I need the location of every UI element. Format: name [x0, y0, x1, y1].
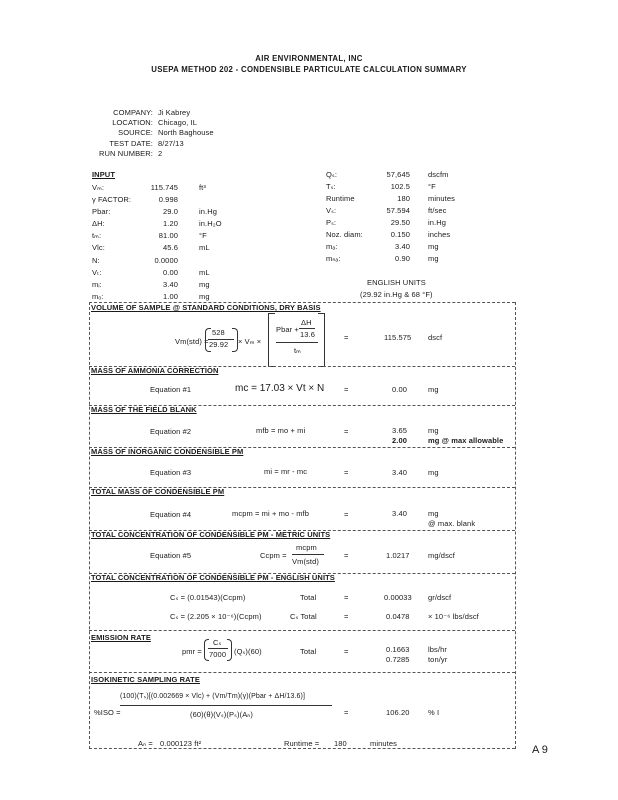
input-qs-unit: dscfm [428, 170, 449, 179]
volume-inner-pbar: Pbar + [276, 325, 299, 334]
total-mass-title: TOTAL MASS OF CONDENSIBLE PM [91, 487, 225, 496]
metric-title: TOTAL CONCENTRATION OF CONDENSIBLE PM - METRIC UNITS [91, 530, 331, 539]
input-ma-value: 3.40 [395, 242, 410, 251]
emission-num: Cₛ [213, 638, 222, 647]
ammonia-equals: = [344, 385, 349, 394]
company-value: Ji Kabrey [158, 108, 191, 117]
input-vs-label: Vₛ: [326, 206, 337, 215]
volume-title: VOLUME OF SAMPLE @ STANDARD CONDITIONS, DRY BASIS [91, 303, 321, 312]
emission-total: Total [300, 647, 317, 656]
ammonia-title: MASS OF AMMONIA CORRECTION [91, 366, 219, 375]
inorganic-equation-label: Equation #3 [150, 468, 192, 477]
volume-inner-tm: tₘ [294, 346, 301, 355]
blank-equals: = [344, 427, 349, 436]
bracket-left [268, 313, 275, 367]
fraction-bar [292, 554, 324, 555]
total-mass-formula: mcpm = mi + mo - mfb [232, 509, 310, 518]
english-row2-value: 0.0478 [386, 612, 410, 621]
english-row2-equals: = [344, 612, 349, 621]
isokinetic-value: 106.20 [386, 708, 410, 717]
input-ma-label: mₐ: [326, 242, 338, 251]
input-ts-value: 102.5 [390, 182, 410, 191]
isokinetic-equals: = [344, 708, 349, 717]
run-number-label: RUN NUMBER: [98, 149, 153, 158]
input-ps-unit: in.Hg [428, 218, 447, 227]
input-nozzle-label: Noz. diam: [326, 230, 363, 239]
volume-times: × Vₘ × [238, 337, 262, 346]
english-units-label: ENGLISH UNITS [367, 278, 426, 287]
input-nozzle-value: 0.150 [390, 230, 410, 239]
input-mo-unit: mg [199, 292, 210, 301]
emission-den: 7000 [209, 650, 227, 659]
input-vlc-value: 45.6 [163, 243, 178, 252]
volume-inner-num: ΔH [301, 318, 312, 327]
input-mo-value: 1.00 [163, 292, 178, 301]
section-divider [89, 630, 515, 631]
input-vs-value: 57.594 [386, 206, 410, 215]
isokinetic-title: ISOKINETIC SAMPLING RATE [91, 675, 200, 684]
iso-runtime-unit: minutes [370, 739, 397, 748]
blank-formula: mfb = mo + mi [256, 426, 306, 435]
input-mna-unit: mg [428, 254, 439, 263]
input-vt-unit: mL [199, 268, 210, 277]
test-date-label: TEST DATE: [109, 139, 153, 148]
volume-unit: dscf [428, 333, 443, 342]
fraction-bar [120, 705, 332, 706]
input-pbar-value: 29.0 [163, 207, 178, 216]
metric-den: Vm(std) [292, 557, 319, 566]
fraction-bar [276, 342, 318, 343]
blank-max-value: 2.00 [392, 436, 407, 445]
emission-unit1: lbs/hr [428, 645, 447, 654]
input-vlc-label: Vlc: [92, 243, 105, 252]
input-mi-label: mᵢ: [92, 280, 102, 289]
inorganic-value: 3.40 [392, 468, 407, 477]
input-mo-label: mₒ: [92, 292, 104, 301]
ammonia-formula: mc = 17.03 × Vt × N [235, 383, 325, 394]
input-runtime-label: Runtime [326, 194, 355, 203]
english-title: TOTAL CONCENTRATION OF CONDENSIBLE PM - ENGLISH UNITS [91, 573, 335, 582]
english-row2-total: Cₛ Total [290, 612, 317, 621]
isokinetic-num: (100)(Tₛ)[(0.002669 × Vlc) + (Vm/Tm)(γ)(Pbar + ΔH/13.6)] [120, 693, 306, 700]
input-gamma-value: 0.998 [158, 195, 178, 204]
inorganic-unit: mg [428, 468, 439, 477]
ammonia-value: 0.00 [392, 385, 407, 394]
total-mass-equals: = [344, 510, 349, 519]
input-qs-label: Qₛ: [326, 170, 338, 179]
input-vt-label: Vₜ: [92, 268, 102, 277]
input-ts-label: Tₛ: [326, 182, 336, 191]
english-units-conditions: (29.92 in.Hg & 68 °F) [360, 290, 433, 299]
section-divider [89, 748, 515, 749]
input-mi-value: 3.40 [163, 280, 178, 289]
blank-max-unit: mg @ max allowable [428, 436, 504, 445]
input-tm-unit: °F [199, 231, 207, 240]
total-mass-unit-sub: @ max. blank [428, 519, 476, 528]
english-row2-unit: × 10⁻⁶ lbs/dscf [428, 612, 479, 621]
total-mass-equation-label: Equation #4 [150, 510, 192, 519]
input-gamma-label: γ FACTOR: [92, 195, 132, 204]
section-divider [89, 672, 515, 673]
emission-title: EMISSION RATE [91, 633, 151, 642]
paren-right [227, 639, 232, 661]
input-dh-label: ΔH: [92, 219, 105, 228]
volume-frac-den: 29.92 [209, 340, 229, 349]
input-dh-unit: in.H₂O [199, 219, 222, 228]
metric-equals: = [344, 551, 349, 560]
an-label: Aₙ = [138, 739, 153, 748]
metric-unit: mg/dscf [428, 551, 455, 560]
input-mna-value: 0.90 [395, 254, 410, 263]
company-header: AIR ENVIRONMENTAL, INC [255, 54, 363, 63]
input-qs-value: 57,645 [386, 170, 410, 179]
volume-lhs: Vm(std) = [175, 337, 209, 346]
location-label: LOCATION: [112, 118, 153, 127]
blank-unit: mg [428, 426, 439, 435]
input-vlc-unit: mL [199, 243, 210, 252]
emission-value1: 0.1663 [386, 645, 410, 654]
input-ps-value: 29.50 [390, 218, 410, 227]
english-row1-value: 0.00033 [384, 593, 412, 602]
volume-frac-num: 528 [212, 328, 225, 337]
english-row1-formula: Cₛ = (0.01543)(Ccpm) [170, 593, 246, 602]
english-row1-unit: gr/dscf [428, 593, 452, 602]
input-vt-value: 0.00 [163, 268, 178, 277]
blank-value: 3.65 [392, 426, 407, 435]
total-mass-unit: mg [428, 509, 439, 518]
test-date-value: 8/27/13 [158, 139, 184, 148]
iso-runtime-label: Runtime = [284, 739, 320, 748]
volume-inner-den: 13.6 [300, 330, 315, 339]
input-pbar-unit: in.Hg [199, 207, 218, 216]
input-ma-unit: mg [428, 242, 439, 251]
emission-equals: = [344, 647, 349, 656]
source-label: SOURCE: [118, 128, 153, 137]
iso-runtime-value: 180 [334, 739, 347, 748]
input-pbar-label: Pbar: [92, 207, 111, 216]
input-runtime-unit: minutes [428, 194, 455, 203]
metric-lhs: Ccpm = [260, 551, 287, 560]
isokinetic-unit: % I [428, 708, 440, 717]
input-n-label: N: [92, 256, 100, 265]
input-dh-value: 1.20 [163, 219, 178, 228]
input-tm-label: tₘ: [92, 231, 102, 240]
total-mass-value: 3.40 [392, 509, 407, 518]
volume-equals: = [344, 333, 349, 342]
metric-num: mcpm [296, 543, 317, 552]
english-row1-equals: = [344, 593, 349, 602]
emission-unit2: ton/yr [428, 655, 448, 664]
input-vm-value: 115.745 [150, 183, 178, 192]
fraction-bar [208, 648, 228, 649]
emission-value2: 0.7285 [386, 655, 410, 664]
metric-value: 1.0217 [386, 551, 410, 560]
input-title: INPUT [92, 170, 115, 179]
english-row2-formula: Cₛ = (2.205 × 10⁻⁶)(Ccpm) [170, 612, 262, 621]
emission-tail: (Qₛ)(60) [234, 647, 262, 656]
report-title: USEPA METHOD 202 - CONDENSIBLE PARTICULATE CALCULATION SUMMARY [151, 65, 467, 74]
ammonia-unit: mg [428, 385, 439, 394]
input-vm-unit: ft³ [199, 183, 206, 192]
bracket-right [318, 313, 325, 367]
isokinetic-lhs: %ISO = [94, 708, 121, 717]
run-number-value: 2 [158, 149, 163, 158]
input-ps-label: Pₛ: [326, 218, 337, 227]
company-label: COMPANY: [113, 108, 153, 117]
input-vm-label: Vₘ: [92, 183, 105, 192]
an-value: 0.000123 ft² [160, 739, 202, 748]
input-runtime-value: 180 [397, 194, 410, 203]
input-vs-unit: ft/sec [428, 206, 447, 215]
input-nozzle-unit: inches [428, 230, 451, 239]
ammonia-equation-label: Equation #1 [150, 385, 192, 394]
page-number: A 9 [532, 744, 548, 756]
input-tm-value: 81.00 [158, 231, 178, 240]
blank-equation-label: Equation #2 [150, 427, 192, 436]
isokinetic-den: (60)(θ)(Vₛ)(Pₛ)(Aₙ) [190, 710, 253, 719]
input-mi-unit: mg [199, 280, 210, 289]
inorganic-title: MASS OF INORGANIC CONDENSIBLE PM [91, 447, 244, 456]
emission-formula-lhs: pmr = [182, 647, 202, 656]
blank-title: MASS OF THE FIELD BLANK [91, 405, 197, 414]
input-n-value: 0.0000 [154, 256, 178, 265]
source-value: North Baghouse [158, 128, 214, 137]
inorganic-formula: mi = mr - mc [264, 467, 308, 476]
location-value: Chicago, IL [158, 118, 198, 127]
input-ts-unit: °F [428, 182, 436, 191]
metric-equation-label: Equation #5 [150, 551, 192, 560]
input-mna-label: mₙₐ: [326, 254, 341, 263]
fraction-bar [299, 328, 315, 329]
volume-value: 115.575 [384, 333, 412, 342]
inorganic-equals: = [344, 468, 349, 477]
english-row1-total: Total [300, 593, 317, 602]
